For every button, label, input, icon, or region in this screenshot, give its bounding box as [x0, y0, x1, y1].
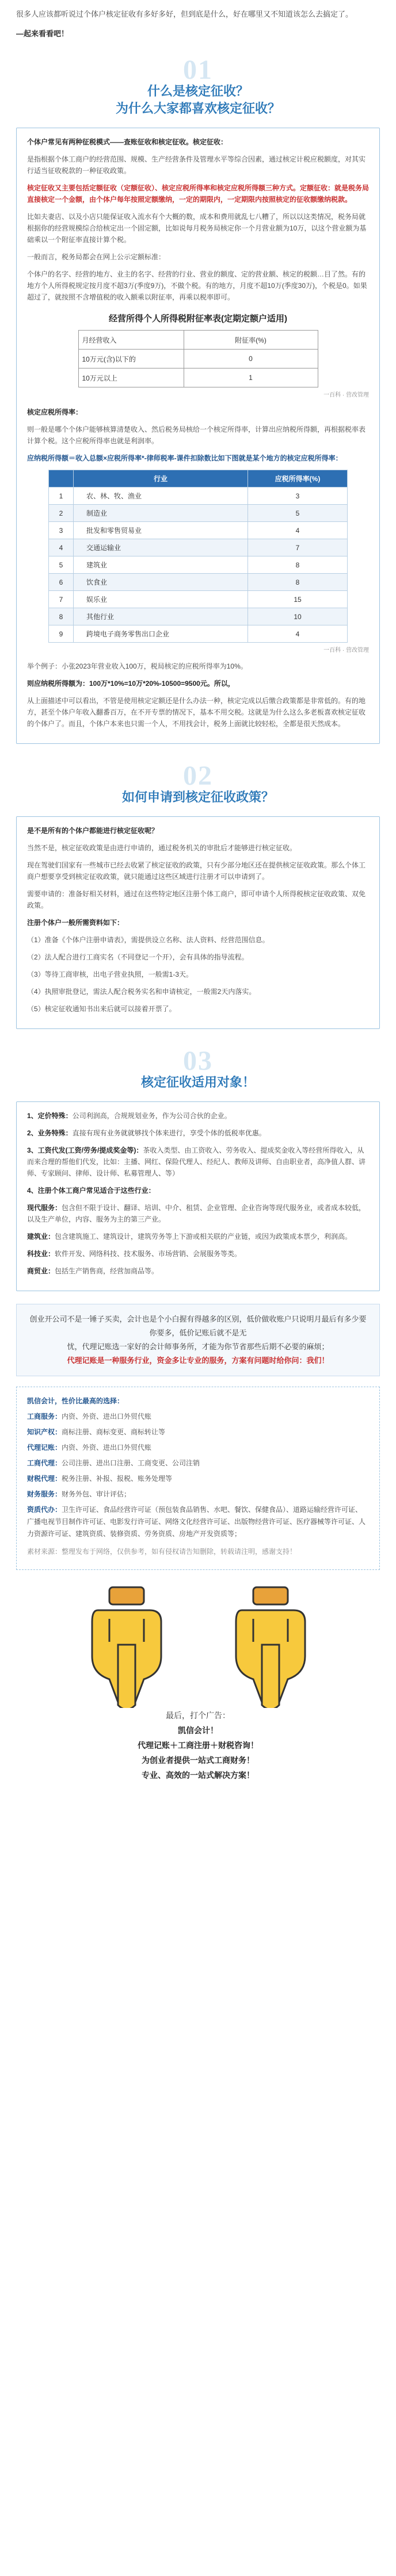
paragraph: 举个例子：小张2023年营业收入100万，税局核定的应税所得率为10%。	[27, 662, 248, 670]
item-label: 科技业：	[27, 1250, 55, 1258]
surcharge-table	[78, 330, 318, 387]
step-item: （5）核定征收通知书出来后就可以接着开票了。	[27, 1005, 176, 1013]
item-label: 4、注册个体工商户常见适合于这些行业：	[27, 1187, 155, 1195]
table-cell: 5	[49, 556, 74, 574]
table-cell: 5	[248, 505, 348, 522]
section-title: 如何申请到核定征收政策？	[121, 790, 274, 804]
closing-line: 最后，打个广告：	[166, 1711, 230, 1720]
table-row	[49, 556, 348, 574]
table-header: 应税所得率(%)	[248, 470, 348, 487]
table-cell: 批发和零售贸易业	[74, 522, 248, 539]
section-number: 02	[183, 761, 213, 791]
section-3-box	[16, 1101, 380, 1291]
service-text: 财务外包、审计评估；	[62, 1490, 131, 1498]
item-text: 包含但不限于设计、翻译、培训、中介、租赁、企业管理、企业咨询等现代服务业，或者成本较低，以及生产单位，内容、服务为主的第三产业。	[27, 1204, 366, 1223]
paragraph: 是指根据个体工商户的经营范围、规模、生产经营条件及管理水平等综合因素，通过核定计税应税额度，对其实行适当征收税款的一种征收政策。	[27, 155, 366, 175]
table-cell: 15	[248, 591, 348, 608]
item-label: 现代服务：	[27, 1204, 62, 1212]
service-label: 财税代理：	[27, 1475, 62, 1483]
table-cell: 建筑业	[74, 556, 248, 574]
closing-line: 代理记账＋工商注册＋财税咨询！	[138, 1741, 258, 1750]
service-item	[27, 1426, 369, 1438]
watermark-text: 一百科 · 营改管理	[323, 392, 369, 398]
table-row	[49, 487, 348, 505]
service-label: 资质代办：	[27, 1506, 62, 1514]
item-label: 2、业务特殊：	[27, 1129, 73, 1137]
paragraph: 一般而言，税务局都会在网上公示定额标准：	[27, 253, 166, 261]
section-title: 什么是核定征收？	[147, 84, 249, 98]
table-cell: 交通运输业	[74, 539, 248, 556]
closing-line: 专业、高效的一站式解决方案！	[142, 1771, 254, 1780]
service-text: 内资、外资、进出口外贸代账	[62, 1444, 152, 1452]
service-label: 代理记账：	[27, 1444, 62, 1452]
table-row	[49, 625, 348, 643]
service-label: 工商服务：	[27, 1412, 62, 1421]
table-cell: 6	[49, 574, 74, 591]
paragraph: 则应纳税所得额为：100万*10%=10万*20%-10500=9500元。所以，	[27, 679, 235, 688]
step-item: （1）准备《个体户注册申请表》，需提供设立名称、法人资料、经营范围信息。	[27, 936, 269, 944]
service-text: 内资、外资、进出口外贸代账	[62, 1412, 152, 1421]
subheading: 核定应税所得率：	[27, 408, 83, 416]
item-text: 软件开发、网络科技、技术服务、市场营销、会展服务等类。	[55, 1250, 242, 1258]
section-number: 01	[183, 55, 213, 85]
item-label: 建筑业：	[27, 1233, 55, 1241]
table-row	[49, 608, 348, 625]
services-title: 凯信会计，性价比最高的选择：	[27, 1397, 124, 1405]
table-header: 月经营收入	[78, 331, 184, 350]
table-cell: 饮食业	[74, 574, 248, 591]
table-cell: 跨境电子商务零售出口企业	[74, 625, 248, 643]
table-row	[49, 539, 348, 556]
pointing-hand-icon	[0, 1576, 396, 1708]
item-text: 茶收入类型、由工资收入、劳务收入、提成奖金收入等经营所得收入，从而来合理的帮他们代发，比如：主播、网红、保险代理人、经纪人、教师及讲师、自由职业者，高净值人群、讲师、专家顾问、律师、设计师、私募管理人、等）	[27, 1146, 366, 1177]
section-number: 03	[183, 1046, 213, 1076]
table-cell: 8	[248, 574, 348, 591]
promo-box	[16, 1304, 380, 1376]
paragraph: 则一般是哪个个体户能够核算清楚收入、然后税务局核给一个核定所得率，计算出应纳税所得额，再根据税率表计算个税。这个应税所得率也就是利润率。	[27, 425, 366, 445]
table-cell: 农、林、牧、渔业	[74, 487, 248, 505]
industry-rate-table	[48, 470, 348, 643]
service-item	[27, 1488, 369, 1500]
table-row	[49, 522, 348, 539]
paragraph-highlight: 核定征收又主要包括定额征收（定额征收）、核定应税所得率和核定应税所得额三种方式。定额征收：就是税务局直接核定一个金额，由个体户每年按照定额缴纳，一定的期限内，一定期限内按照核定的征收额缴纳税款。	[27, 184, 370, 204]
pointing-hands	[0, 1576, 396, 1708]
paragraph: 从上面描述中可以看出，不管是使用核定定额还是什么办法一种，核定完成以后缴合政策都是非常低的。有的地方，甚至个体户年收入翻番百万，在不开专票的情况下，基本不用交税。这就是为什么这么多老板喜欢核定征收的个体户了。而且，个体户本来也只需一个人，不用找会计，税务上面就比较轻松，全都是很天然成本。	[27, 697, 366, 728]
services-box	[16, 1387, 380, 1570]
section-2-heading	[0, 763, 396, 806]
watermark-text: 一百科 · 营改管理	[323, 647, 369, 654]
table-cell: 3	[49, 522, 74, 539]
paragraph: 当然不是，核定征收政策是由进行申请的，通过税务机关的审批后才能够进行核定征收。	[27, 844, 297, 852]
step-item: （4）执照审批登记，需法人配合税务实名和申请核定，一般需2天内落实。	[27, 988, 256, 996]
table-cell: 7	[248, 539, 348, 556]
table-cell: 4	[248, 522, 348, 539]
item-label: 1、定价特殊：	[27, 1112, 73, 1120]
item-text: 包括生产销售商，经营加商品等。	[55, 1267, 159, 1275]
item-text: 直接有现有业务就就够找个体来进行，享受个体的低税率优惠。	[72, 1129, 266, 1137]
table-cell: 8	[49, 608, 74, 625]
brand-name: 凯信会计！	[178, 1726, 218, 1735]
closing-ad	[0, 1708, 396, 1783]
services-list	[27, 1411, 369, 1540]
table-cell: 4	[49, 539, 74, 556]
service-label: 工商代理：	[27, 1459, 62, 1467]
table-row	[49, 574, 348, 591]
paragraph: 现在驾驶们国家有一些城市已经去收紧了核定征收的政策，只有少部分地区还在提供核定征收政策。那么个体工商户想要享受到核定征收政策，就只能通过这些区域进行注册才可以申请到了。	[27, 861, 366, 881]
service-text: 卫生许可证、食品经营许可证（预包装食品销售、水吧、餐饮、保健食品）、道路运输经营许可证、广播电视节目制作许可证、电影发行许可证、网络文化经营许可证、出版物经营许可证、医疗器械等许可证、人力资源许可证、建筑资质、装修资质、劳务资质、房地产开发资质等；	[27, 1506, 366, 1538]
table-cell: 2	[49, 505, 74, 522]
table-header	[49, 470, 74, 487]
table-title: 经营所得个人所得税附征率表(定期定额户适用)	[109, 314, 287, 324]
section-3-heading	[0, 1046, 396, 1091]
service-text: 商标注册、商标变更、商标转让等	[62, 1428, 166, 1436]
table-cell: 9	[49, 625, 74, 643]
service-label: 知识产权：	[27, 1428, 62, 1436]
table-header: 行业	[74, 470, 248, 487]
paragraph: 需要申请的：准备好相关材料，通过在这些特定地区注册个体工商户，即可申请个人所得税核定征收政策、双免政策。	[27, 890, 366, 909]
service-item	[27, 1442, 369, 1454]
table-cell: 0	[184, 350, 318, 368]
table-cell: 10万元(含)以下的	[78, 350, 184, 368]
table-cell: 娱乐业	[74, 591, 248, 608]
service-item	[27, 1457, 369, 1469]
item-label: 商贸业：	[27, 1267, 55, 1275]
paragraph: 比如夫妻店、以及小店只能保证收入流水有个大概的数，成本和费用就乱七八糟了，所以以这类情况，税务局就根据你的经营规模综合给核定出一个固定额，比如说每月税务局核定你一个月营业额为10万，以这个营业额为基础乘以一个附征率直接计算个税。	[27, 213, 367, 244]
table-cell: 制造业	[74, 505, 248, 522]
table-cell: 其他行业	[74, 608, 248, 625]
item-text: 公司利润高，合规规划业务，作为公司合伙的企业。	[72, 1112, 231, 1120]
step-item: （2）法人配合进行工商实名（不同登记一个开），会有具体的指导流程。	[27, 953, 249, 961]
paragraph: 个体户常见有两种征税模式——查账征收和核定征收。核定征收：	[27, 138, 228, 146]
section-title: 核定征收适用对象！	[140, 1075, 255, 1089]
item-label: 3、工资代发(工资/劳务/提成奖金等)：	[27, 1146, 143, 1154]
table-row	[49, 591, 348, 608]
question: 是不是所有的个体户都能进行核定征收呢？	[27, 827, 159, 835]
promo-line: 代理记账是一种服务行业，资金多让专业的服务，方案有问题时给你问：我们！	[67, 1356, 329, 1365]
table-cell: 10万元以上	[78, 368, 184, 387]
service-item	[27, 1504, 369, 1540]
table-cell: 7	[49, 591, 74, 608]
table-cell: 10	[248, 608, 348, 625]
item-text: 包含建筑施工、建筑设计，建筑劳务等上下游或相关联的产业链，或因为政策成本票少，利润高。	[55, 1233, 352, 1241]
section-2-box	[16, 816, 380, 1029]
service-item	[27, 1411, 369, 1423]
formula: 应纳税所得额＝收入总额×应税所得率*-律师税率-课件扣除数比如下图就是某个地方的核定应税所得率：	[27, 454, 342, 462]
source-note: 素材来源：整理发布于网络，仅供参考，如有侵权请告知删除，转载请注明，感谢支持！	[27, 1548, 297, 1556]
table-cell: 4	[248, 625, 348, 643]
section-1-box	[16, 128, 380, 744]
service-label: 财务服务：	[27, 1490, 62, 1498]
table-cell: 8	[248, 556, 348, 574]
table-row	[49, 505, 348, 522]
table-cell: 3	[248, 487, 348, 505]
service-text: 公司注册、进出口注册、工商变更、公司注销	[62, 1459, 200, 1467]
section-1-heading	[0, 57, 396, 117]
intro-lead: —起来看看吧！	[16, 29, 69, 38]
table-cell: 1	[49, 487, 74, 505]
step-item: （3）等待工商审核，出电子营业执照，一般需1-3天。	[27, 970, 193, 978]
closing-line: 为创业者提供一站式工商财务！	[142, 1756, 254, 1765]
service-item	[27, 1473, 369, 1485]
intro-paragraph: 很多人应该都听说过个体户核定征收有多好多好，但到底是什么，好在哪里又不知道该怎么去搞定了。	[16, 10, 353, 18]
subheading: 注册个体户一般所需资料如下：	[27, 919, 124, 927]
service-text: 税务注册、补报、报税、账务处理等	[62, 1475, 173, 1483]
promo-line: 创业开公司不是一锤子买卖，会计也是个小白握有得越多的区别，低价做收账户只说明月最后有多少要你要多，低价记账后就不是无	[29, 1315, 367, 1337]
section-subtitle: 为什么大家都喜欢核定征收？	[115, 101, 280, 116]
promo-line: 忧，代理记账选一家好的会计师事务所，才能为你节省那些后期不必要的麻烦；	[67, 1342, 329, 1351]
table-cell: 1	[184, 368, 318, 387]
paragraph: 个体户的名字、经营的地方、业主的名字、经营的行业、营业的额度、定的营业额、核定的税额…目了然。有的地方个人所得税规定按月度不超3万(季度9万)，不做个税。有的地方，月度不超10万(季度30万)，个税是0。如果超过了，就按照不含增值税的收入额乘以附征率，再乘以税率即可。	[27, 270, 367, 301]
intro	[0, 0, 396, 40]
table-header: 附征率(%)	[184, 331, 318, 350]
